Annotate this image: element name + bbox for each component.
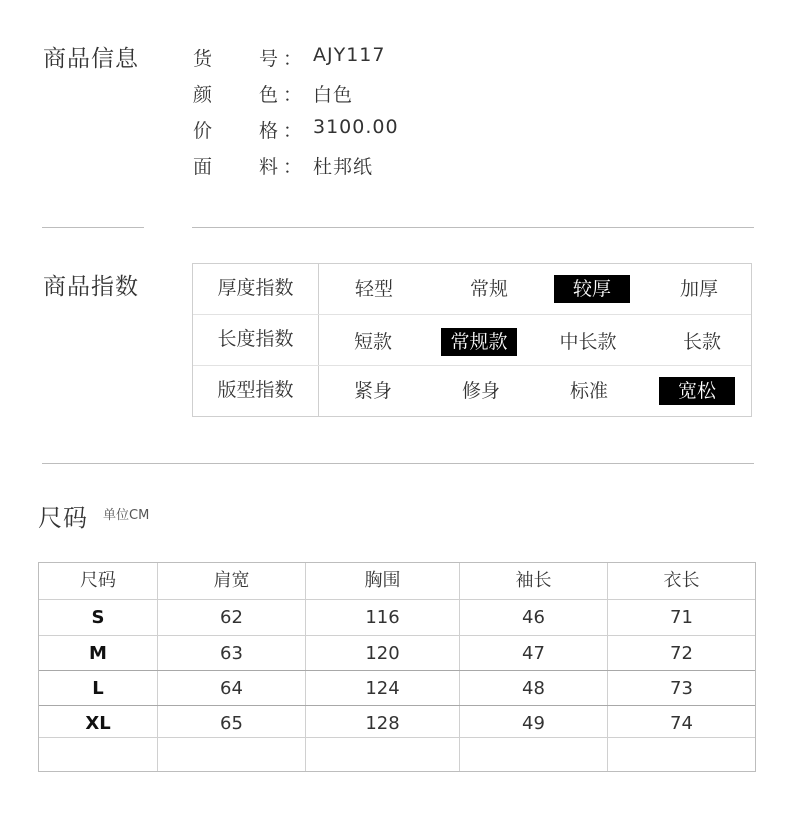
- column-header: 袖长: [515, 570, 552, 591]
- info-label-part-a: 价: [193, 120, 213, 142]
- index-row-label: 厚度指数: [193, 264, 319, 315]
- size-unit: 单位CM: [103, 508, 150, 523]
- size-table: [38, 562, 756, 772]
- index-option: 紧身: [353, 380, 392, 402]
- product-info-heading: 商品信息: [43, 46, 139, 72]
- info-value-price: 3100.00: [313, 116, 399, 138]
- index-row-fit: [193, 365, 751, 416]
- length-cell: 73: [670, 678, 693, 699]
- index-row-length: [193, 314, 751, 365]
- info-label-part-a: 货: [193, 48, 213, 70]
- info-value-color: 白色: [313, 84, 354, 106]
- index-option-selected: 宽松: [659, 377, 735, 405]
- shoulder-cell: 64: [220, 678, 243, 699]
- index-table: [192, 263, 752, 417]
- divider-full: [42, 463, 754, 464]
- shoulder-cell: 65: [220, 713, 243, 734]
- index-option: 修身: [461, 380, 500, 402]
- shoulder-cell: 62: [220, 607, 243, 628]
- index-option-selected: 较厚: [554, 275, 630, 303]
- table-row: [39, 635, 755, 671]
- chest-cell: 124: [365, 678, 400, 699]
- index-option: 常规: [469, 278, 508, 300]
- divider-left-short: [42, 227, 144, 228]
- index-option: 短款: [353, 331, 392, 353]
- index-option: 中长款: [559, 331, 617, 353]
- column-header: 胸围: [364, 570, 401, 591]
- size-cell: XL: [85, 713, 111, 734]
- table-row: [39, 705, 755, 741]
- divider-right: [192, 227, 754, 228]
- sleeve-cell: 48: [522, 678, 545, 699]
- size-header-row: [39, 563, 755, 599]
- size-cell: L: [92, 678, 104, 699]
- info-colon: ：: [283, 156, 303, 178]
- table-row-empty: [39, 737, 755, 771]
- info-colon: ：: [283, 120, 303, 142]
- index-row-label: 版型指数: [193, 366, 319, 416]
- column-header: 衣长: [663, 570, 700, 591]
- info-label-part-b: 料: [259, 156, 279, 178]
- info-label-part-a: 面: [193, 156, 213, 178]
- index-option: 长款: [682, 331, 721, 353]
- info-colon: ：: [283, 84, 303, 106]
- index-row-label: 长度指数: [193, 315, 319, 365]
- column-header: 肩宽: [213, 570, 250, 591]
- size-title: 尺码: [38, 504, 88, 532]
- column-header: 尺码: [80, 570, 116, 591]
- info-label-part-b: 格: [259, 120, 279, 142]
- index-heading: 商品指数: [43, 274, 139, 300]
- index-option: 标准: [569, 380, 608, 402]
- index-option: 轻型: [354, 278, 393, 300]
- index-option: 加厚: [679, 278, 718, 300]
- info-label-part-a: 颜: [193, 84, 213, 106]
- info-label-part-b: 号: [259, 48, 279, 70]
- length-cell: 71: [670, 607, 693, 628]
- sleeve-cell: 46: [522, 607, 545, 628]
- index-option-selected: 常规款: [441, 328, 517, 356]
- table-row: [39, 599, 755, 635]
- info-label-part-b: 色: [259, 84, 279, 106]
- chest-cell: 116: [365, 607, 400, 628]
- sleeve-cell: 47: [522, 643, 545, 664]
- shoulder-cell: 63: [220, 643, 243, 664]
- chest-cell: 128: [365, 713, 400, 734]
- length-cell: 72: [670, 643, 693, 664]
- info-colon: ：: [283, 48, 303, 70]
- chest-cell: 120: [365, 643, 400, 664]
- table-row: [39, 670, 755, 706]
- index-row-thickness: [193, 264, 751, 315]
- length-cell: 74: [670, 713, 693, 734]
- size-cell: S: [91, 607, 105, 628]
- size-cell: M: [89, 643, 107, 664]
- info-value-material: 杜邦纸: [313, 156, 374, 178]
- info-value-item-no: AJY117: [313, 44, 386, 66]
- sleeve-cell: 49: [522, 713, 545, 734]
